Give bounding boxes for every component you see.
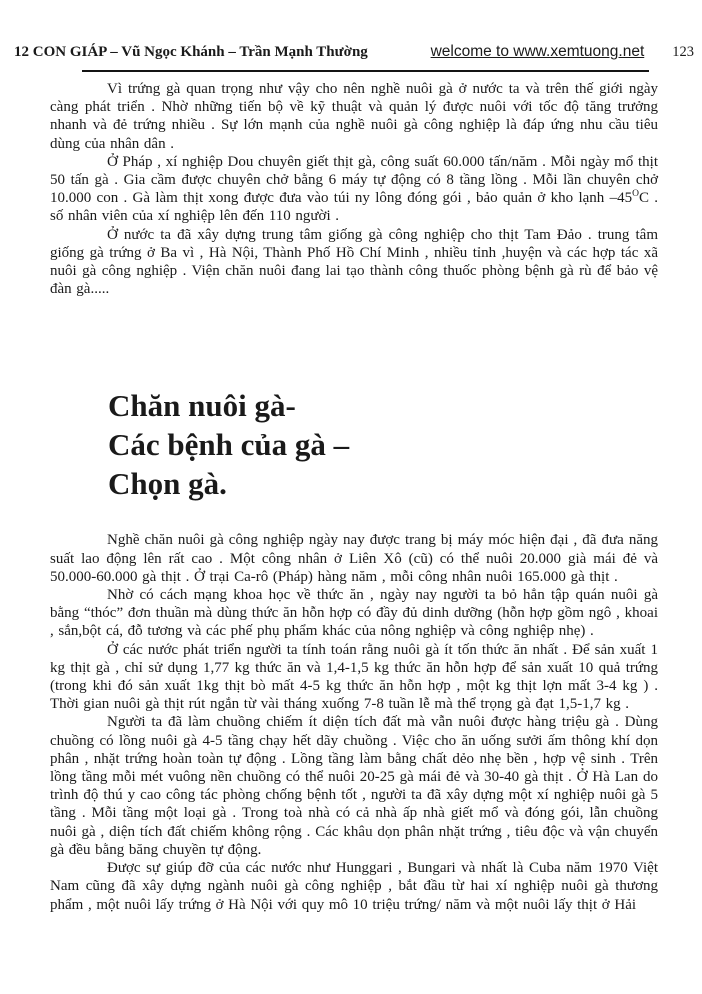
site-link[interactable]: welcome to www.xemtuong.net (430, 43, 645, 60)
paragraph-body-3: Ở các nước phát triển người ta tính toán rằng nuôi gà ít tốn thức ăn nhất . Để sản xuất 1 kg thịt gà , chỉ sử dụng 1,77 kg thức ăn và 1,4-1,5 kg thức ăn hỗn hợp để sản xuất 10 quả trứng (trong khi đó sản xuất 1kg thịt bò mất 4-5 kg thức ăn hỗn hợp , một kg thịt lợn mất 3-4 kg ) . Thời gian nuôi gà thịt rút ngắn từ vài tháng xuống 7-8 tuần lễ mà thể trọng gà đạt 1,5-1,7 kg . (50, 641, 658, 713)
section-heading-line-2: Các bệnh của gà – (108, 427, 350, 463)
paragraph-body-2: Nhờ có cách mạng khoa học về thức ăn , ngày nay người ta bỏ hẳn tập quán nuôi gà bằng “thóc” đơn thuần mà dùng thức ăn hỗn hợp có đầy đủ dinh dưỡng (hỗn hợp gồm ngô , khoai , sắn,bột cá, đỗ tương và các phế phụ phẩm khác của nông nghiệp và công nghiệp nhẹ) . (50, 587, 658, 640)
header-divider (82, 70, 649, 72)
page-header (14, 43, 694, 61)
page-body (50, 80, 658, 914)
paragraph-body-1: Nghề chăn nuôi gà công nghiệp ngày nay được trang bị máy móc hiện đại , đã đưa năng suất lao động lên rất cao . Một công nhân ở Liên Xô (cũ) có thể nuôi 20.000 già mái đẻ và 50.000-60.000 gà thịt . Ở trại Ca-rô (Pháp) hàng năm , mỗi công nhân nuôi 165.000 gà thịt . (50, 532, 658, 585)
section-heading-line-1: Chăn nuôi gà- (108, 388, 296, 424)
book-title: 12 CON GIÁP – Vũ Ngọc Khánh – Trần Mạnh Thường (14, 44, 368, 60)
paragraph-body-4: Người ta đã làm chuồng chiếm ít diện tích đất mà vẫn nuôi được hàng triệu gà . Dùng chuồng có lồng nuôi gà 4-5 tầng chạy hết dãy chuồng . Việc cho ăn uống sưởi ấm thông khí dọn phân , nhặt trứng hoàn toàn tự động . Lồng tầng làm bằng chất dẻo nhẹ bền , hợp vệ sinh . Trên lồng tầng mỗi mét vuông nền chuồng có thể nuôi 20-25 gà mái đẻ và 30-40 gà thịt . Ở Hà Lan do trình độ thú y cao công tác phòng chống bệnh tốt , người ta đã xây dựng một xí nghiệp nuôi gà 5 tầng . Mỗi tầng một loại gà . Trong toà nhà có cả nhà ấp nhà giết mổ và đóng gói, lẫn chuồng nuôi gà , diện tích đất chiếm không rộng . Các khâu dọn phân nhặt trứng , tiêu độc và vận chuyển gà đều bằng băng chuyền tự động. (50, 714, 658, 858)
paragraph-intro-2-tail: C . số nhân viên của xí nghiệp lên đến 110 người . (50, 190, 659, 225)
section-heading-line-3: Chọn gà. (108, 466, 227, 502)
superscript-degree: O (632, 189, 639, 200)
paragraph-body-5: Được sự giúp đỡ của các nước như Hunggari , Bungari và nhất là Cuba năm 1970 Việt Nam cũng đã xây dựng ngành nuôi gà công nghiệp , bắt đầu từ hai xí nghiệp nuôi gà thương phẩm , một nuôi lấy trứng ở Hà Nội với quy mô 10 triệu trứng/ năm và một nuôi lấy thịt ở Hải (50, 860, 658, 913)
paragraph-intro-2-text: Ở Pháp , xí nghiệp Dou chuyên giết thịt gà, công suất 60.000 tấn/năm . Mỗi ngày mổ thịt 50 tấn gà . Gia cầm được chuyên chở bằng 6 máy tự động có 8 tầng lồng . Mỗi lần chuyên chở 10.000 con . Gà làm thịt xong được đưa vào túi ny lông đóng gói , bảo quản ở kho lạnh –45 (50, 153, 658, 207)
paragraph-intro-1: Vì trứng gà quan trọng như vậy cho nên nghề nuôi gà ở nước ta và trên thế giới ngày càng phát triển . Nhờ những tiến bộ về kỹ thuật và quản lý được nuôi với tốc độ tăng trưởng nhanh và đẻ trứng nhiều . Sự lớn mạnh của nghề nuôi gà công nghiệp là đáp ứng nhu cầu tiêu dùng của nhân dân . (50, 81, 658, 152)
page-number: 123 (672, 44, 694, 60)
paragraph-intro-3: Ở nước ta đã xây dựng trung tâm giống gà công nghiệp cho thịt Tam Đảo . trung tâm giống gà trứng ở Ba vì , Hà Nội, Thành Phố Hồ Chí Minh , nhiều tỉnh ,huyện và các hợp tác xã nuôi gà công nghiệp . Viện chăn nuôi đang lai tạo thành công thuốc phòng bệnh gà rù để bảo vệ đàn gà..... (50, 226, 658, 298)
section-heading (108, 386, 658, 503)
paragraph-intro-2 (50, 153, 658, 226)
